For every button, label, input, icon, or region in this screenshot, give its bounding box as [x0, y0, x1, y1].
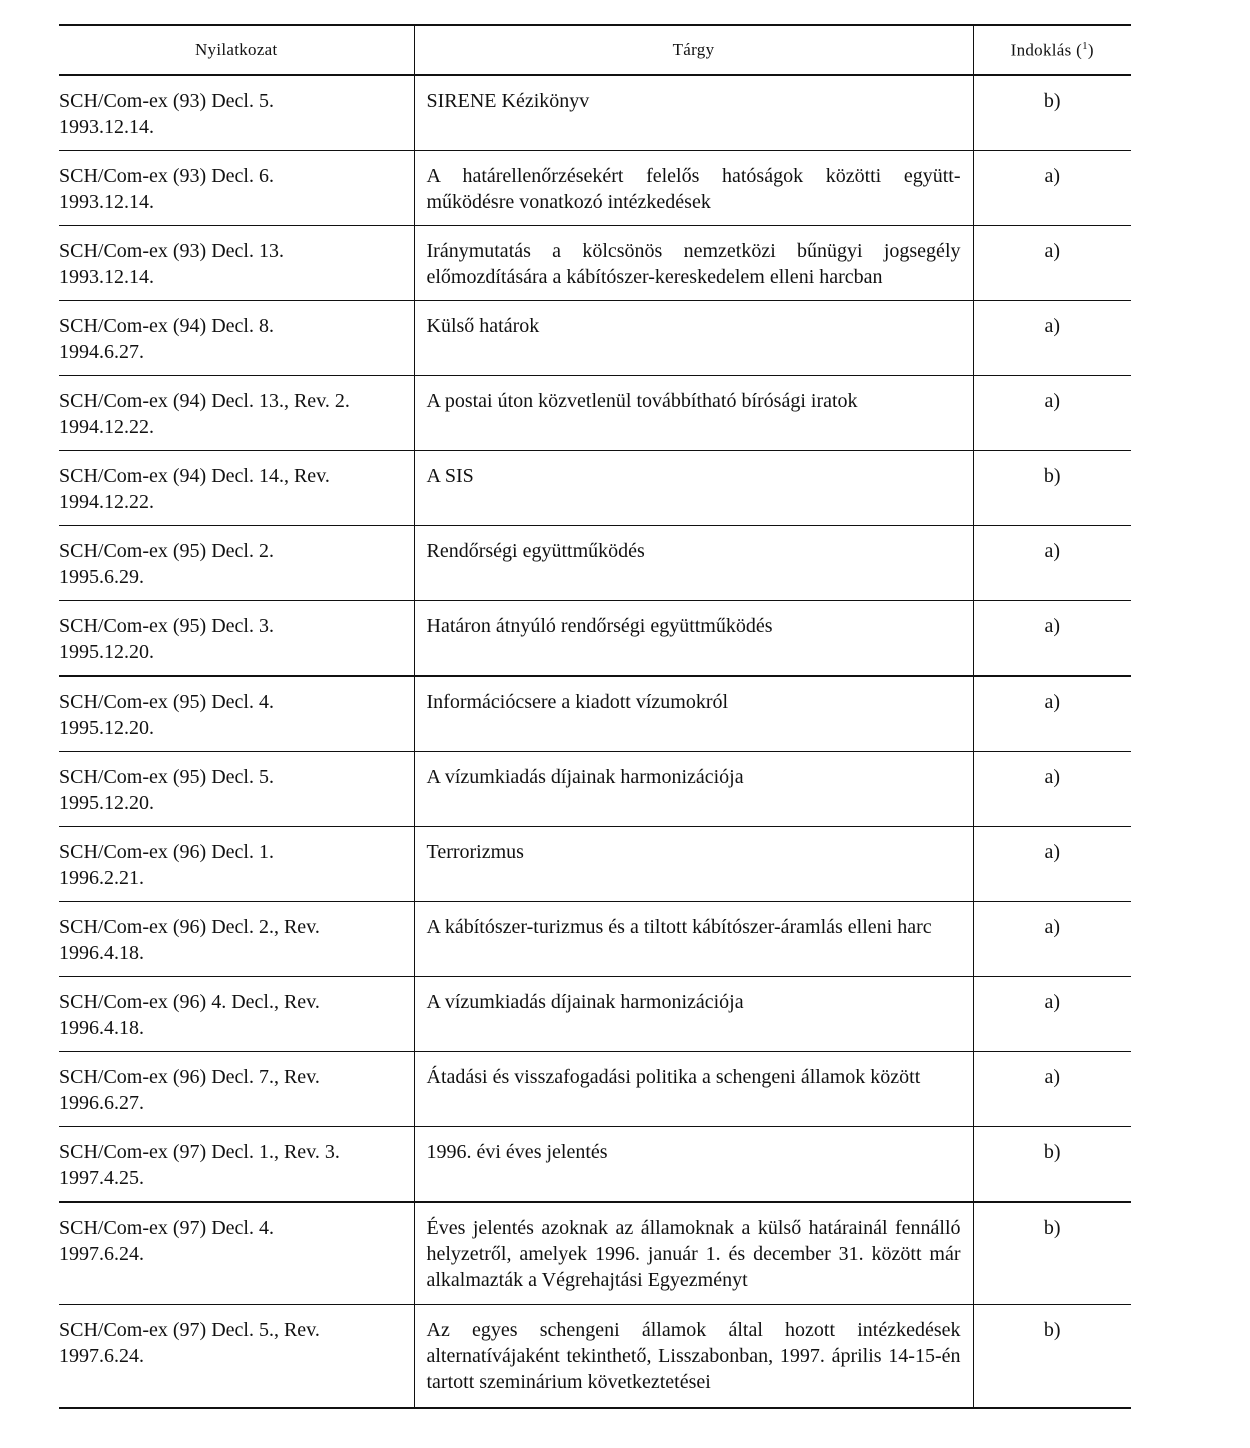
- declaration-cell: [59, 226, 414, 301]
- declaration-cell: [59, 151, 414, 226]
- subject-cell: SIRENE Kézikönyv: [414, 75, 973, 151]
- declaration-cell: [59, 601, 414, 677]
- declaration-cell: [59, 1202, 414, 1304]
- declaration-ref: SCH/Com-ex (93) Decl. 5.: [59, 90, 274, 112]
- table-row: [59, 1052, 1131, 1127]
- table-row: [59, 451, 1131, 526]
- declaration-cell: [59, 301, 414, 376]
- header-declaration: Nyilatkozat: [194, 40, 278, 59]
- reason-cell: a): [973, 977, 1131, 1052]
- table-row: [59, 1202, 1131, 1304]
- declaration-date: 1994.12.22.: [59, 491, 154, 513]
- declaration-ref: SCH/Com-ex (96) Decl. 1.: [59, 841, 274, 863]
- declaration-ref: SCH/Com-ex (95) Decl. 3.: [59, 615, 274, 637]
- declaration-date: 1995.12.20.: [59, 641, 154, 663]
- subject-cell: Információcsere a kiadott vízumokról: [414, 676, 973, 752]
- reason-cell: a): [973, 1052, 1131, 1127]
- declaration-date: 1993.12.14.: [59, 116, 154, 138]
- subject-cell: Iránymutatás a kölcsönös nemzetközi bűnügyi jogsegély előmozdítására a kábítószer-kereskedelem elleni harcban: [414, 226, 973, 301]
- reason-cell: a): [973, 301, 1131, 376]
- declaration-cell: [59, 451, 414, 526]
- reason-cell: b): [973, 1202, 1131, 1304]
- declaration-date: 1993.12.14.: [59, 191, 154, 213]
- table-header-row: [59, 25, 1131, 75]
- reason-cell: a): [973, 376, 1131, 451]
- declaration-date: 1996.6.27.: [59, 1092, 144, 1114]
- table-row: [59, 601, 1131, 677]
- subject-cell: Terrorizmus: [414, 827, 973, 902]
- subject-cell: Határon átnyúló rendőrségi együttműködés: [414, 601, 973, 677]
- reason-cell: a): [973, 676, 1131, 752]
- declaration-cell: [59, 1304, 414, 1408]
- table-row: [59, 752, 1131, 827]
- declaration-ref: SCH/Com-ex (94) Decl. 8.: [59, 315, 274, 337]
- subject-cell: Átadási és visszafogadási politika a schengeni államok között: [414, 1052, 973, 1127]
- subject-cell: A kábítószer-turizmus és a tiltott kábítószer-áramlás elleni harc: [414, 902, 973, 977]
- header-subject: Tárgy: [414, 25, 973, 75]
- table-row: [59, 526, 1131, 601]
- reason-cell: b): [973, 1127, 1131, 1203]
- declaration-cell: [59, 1052, 414, 1127]
- declaration-cell: [59, 526, 414, 601]
- declaration-cell: [59, 752, 414, 827]
- table-row: [59, 301, 1131, 376]
- declaration-date: 1996.4.18.: [59, 1017, 144, 1039]
- subject-cell: A postai úton közvetlenül továbbítható bírósági iratok: [414, 376, 973, 451]
- table-row: [59, 676, 1131, 752]
- subject-cell: A határellenőrzésekért felelős hatóságok közötti együtt- működésre vonatkozó intézkedések: [414, 151, 973, 226]
- declaration-date: 1997.4.25.: [59, 1167, 144, 1189]
- declaration-ref: SCH/Com-ex (95) Decl. 2.: [59, 540, 274, 562]
- declaration-date: 1995.12.20.: [59, 717, 154, 739]
- subject-cell: A SIS: [414, 451, 973, 526]
- reason-cell: a): [973, 601, 1131, 677]
- header-reason-close: ): [1087, 40, 1094, 60]
- subject-cell: Éves jelentés azoknak az államoknak a külső határainál fennálló helyzetről, amelyek 1996. január 1. és december 31. között már alkalmazták a Végrehajtási Egyezményt: [414, 1202, 973, 1304]
- subject-cell: A vízumkiadás díjainak harmonizációja: [414, 977, 973, 1052]
- declaration-cell: [59, 75, 414, 151]
- declaration-cell: [59, 827, 414, 902]
- table-row: [59, 902, 1131, 977]
- declaration-date: 1995.6.29.: [59, 566, 144, 588]
- reason-cell: b): [973, 75, 1131, 151]
- declaration-date: 1996.4.18.: [59, 942, 144, 964]
- table-row: [59, 1127, 1131, 1203]
- table-row: [59, 1304, 1131, 1408]
- header-reason: [973, 25, 1131, 75]
- declaration-ref: SCH/Com-ex (93) Decl. 6.: [59, 165, 274, 187]
- declaration-ref: SCH/Com-ex (93) Decl. 13.: [59, 240, 284, 262]
- declaration-date: 1997.6.24.: [59, 1344, 144, 1367]
- declaration-ref: SCH/Com-ex (95) Decl. 5.: [59, 766, 274, 788]
- declaration-date: 1994.6.27.: [59, 341, 144, 363]
- table-row: [59, 376, 1131, 451]
- table-row: [59, 827, 1131, 902]
- declaration-ref: SCH/Com-ex (94) Decl. 13., Rev. 2.: [59, 390, 350, 412]
- reason-cell: a): [973, 827, 1131, 902]
- declaration-ref: SCH/Com-ex (94) Decl. 14., Rev.: [59, 465, 330, 487]
- declaration-cell: [59, 977, 414, 1052]
- table-row: [59, 226, 1131, 301]
- subject-cell: Rendőrségi együttműködés: [414, 526, 973, 601]
- declaration-ref: SCH/Com-ex (95) Decl. 4.: [59, 691, 274, 713]
- declaration-ref: SCH/Com-ex (96) Decl. 2., Rev.: [59, 916, 320, 938]
- declaration-date: 1994.12.22.: [59, 416, 154, 438]
- table-row: [59, 75, 1131, 151]
- table-row: [59, 151, 1131, 226]
- subject-cell: 1996. évi éves jelentés: [414, 1127, 973, 1203]
- declaration-ref: SCH/Com-ex (96) Decl. 7., Rev.: [59, 1066, 320, 1088]
- footnote-marker: 1: [1082, 39, 1088, 52]
- reason-cell: a): [973, 526, 1131, 601]
- subject-cell: Az egyes schengeni államok által hozott intézkedések alternatívájaként tekinthető, Lisszabonban, 1997. április 14-15-én tartott szeminárium következtetései: [414, 1304, 973, 1408]
- table-row: [59, 977, 1131, 1052]
- declaration-ref: SCH/Com-ex (97) Decl. 4.: [59, 1217, 274, 1239]
- reason-cell: a): [973, 226, 1131, 301]
- declarations-table: [59, 24, 1131, 1409]
- subject-cell: A vízumkiadás díjainak harmonizációja: [414, 752, 973, 827]
- reason-cell: a): [973, 752, 1131, 827]
- declaration-date: 1993.12.14.: [59, 266, 154, 288]
- reason-cell: b): [973, 1304, 1131, 1408]
- declaration-date: 1995.12.20.: [59, 792, 154, 814]
- reason-cell: a): [973, 902, 1131, 977]
- reason-cell: b): [973, 451, 1131, 526]
- header-reason-label: Indoklás (: [1010, 40, 1083, 60]
- reason-cell: a): [973, 151, 1131, 226]
- declaration-cell: [59, 676, 414, 752]
- subject-cell: Külső határok: [414, 301, 973, 376]
- declaration-ref: SCH/Com-ex (97) Decl. 1., Rev. 3.: [59, 1141, 340, 1163]
- declaration-date: 1996.2.21.: [59, 867, 144, 889]
- declaration-cell: [59, 902, 414, 977]
- declaration-cell: [59, 1127, 414, 1203]
- declaration-ref: SCH/Com-ex (96) 4. Decl., Rev.: [59, 991, 320, 1013]
- declaration-cell: [59, 376, 414, 451]
- declaration-ref: SCH/Com-ex (97) Decl. 5., Rev.: [59, 1318, 320, 1341]
- declaration-date: 1997.6.24.: [59, 1243, 144, 1265]
